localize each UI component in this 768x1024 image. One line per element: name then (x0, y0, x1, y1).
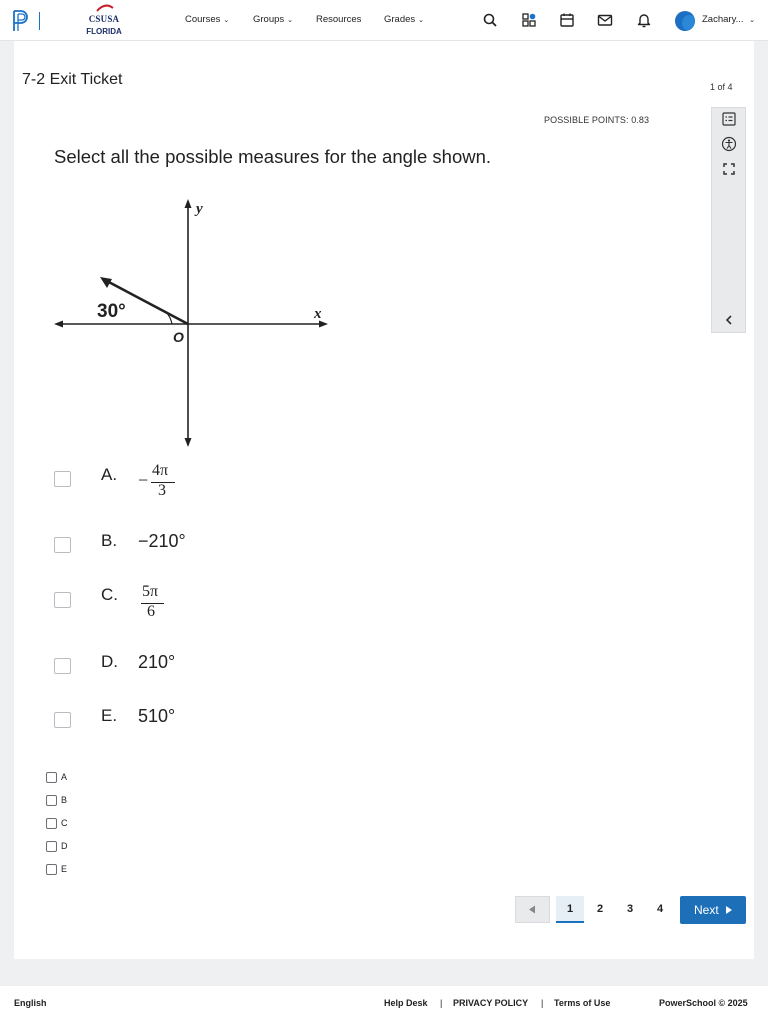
tool-panel (711, 107, 746, 333)
possible-points: POSSIBLE POINTS: 0.83 (544, 115, 650, 125)
nav-grades[interactable] (384, 14, 424, 25)
x-axis (54, 321, 328, 328)
answer-option-label: A (61, 772, 68, 782)
answer-checkbox[interactable] (46, 818, 57, 829)
angle-label: 30° (97, 301, 126, 322)
question-list-icon[interactable] (721, 111, 737, 127)
language-selector[interactable]: English (14, 998, 47, 1008)
calendar-icon[interactable] (559, 12, 575, 28)
logo-divider (39, 12, 40, 30)
answer-checkbox[interactable] (46, 864, 57, 875)
mail-icon[interactable] (597, 12, 613, 28)
answer-option-label: D (61, 841, 68, 851)
page-button-1[interactable]: 1 (556, 896, 584, 923)
answer-option-a[interactable] (46, 771, 106, 785)
copyright: PowerSchool © 2025 (659, 998, 748, 1008)
page-title: 7-2 Exit Ticket (22, 71, 123, 88)
triangle-left-icon (515, 896, 550, 923)
school-name-line1: CSUSA (88, 14, 120, 24)
nav-resources[interactable] (316, 14, 361, 25)
choice-e-checkbox[interactable] (54, 712, 71, 728)
choice-c-numerator: 5π (142, 583, 159, 600)
y-axis-label: y (196, 201, 203, 217)
nav-resources-label: Resources (316, 14, 362, 25)
x-axis-label: x (314, 306, 322, 322)
choice-c[interactable] (54, 583, 354, 623)
question-counter: 1 of 4 (710, 82, 733, 92)
answer-checkbox[interactable] (46, 841, 57, 852)
choice-a-numerator: 4π (152, 462, 169, 479)
footer-separator: | (541, 998, 544, 1008)
choice-a-minus: − (138, 470, 149, 490)
choice-e[interactable] (54, 703, 354, 743)
nav-grades-label: Grades (384, 14, 416, 25)
choice-a-denominator: 3 (158, 482, 166, 499)
footer-separator: | (440, 998, 443, 1008)
choice-d-letter: D. (101, 652, 118, 671)
choice-b-checkbox[interactable] (54, 537, 71, 553)
apps-icon[interactable] (521, 12, 537, 28)
school-logo[interactable] (82, 4, 126, 38)
footer (0, 986, 768, 1024)
page-button-3[interactable]: 3 (626, 903, 634, 915)
user-name: Zachary... (702, 14, 744, 25)
answer-checkbox[interactable] (46, 772, 57, 783)
help-desk-link[interactable]: Help Desk (384, 998, 428, 1008)
nav-groups[interactable] (253, 14, 293, 25)
choice-c-letter: C. (101, 585, 118, 604)
choice-d-checkbox[interactable] (54, 658, 71, 674)
answer-option-label: E (61, 864, 68, 874)
fullscreen-icon[interactable] (721, 161, 737, 177)
chevron-down-icon: ⌄ (287, 17, 294, 24)
user-menu[interactable] (702, 14, 755, 25)
choice-c-checkbox[interactable] (54, 592, 71, 608)
next-button[interactable] (680, 896, 746, 924)
answer-option-label: C (61, 818, 68, 828)
school-name-line2: FLORIDA (86, 27, 122, 36)
triangle-right-icon (726, 906, 732, 914)
choice-a[interactable] (54, 462, 354, 502)
powerschool-logo-icon[interactable] (12, 9, 42, 33)
collapse-panel-icon[interactable] (721, 312, 737, 328)
choice-d-value: 210° (138, 652, 176, 672)
answer-option-d[interactable] (46, 840, 106, 854)
answer-option-b[interactable] (46, 794, 106, 808)
search-icon[interactable] (482, 12, 498, 28)
accessibility-icon[interactable] (721, 136, 737, 152)
choice-a-letter: A. (101, 465, 118, 484)
choice-a-checkbox[interactable] (54, 471, 71, 487)
choice-e-letter: E. (101, 706, 118, 725)
chevron-down-icon: ⌄ (418, 17, 425, 24)
school-swoosh-icon (96, 4, 114, 12)
origin-label: O (173, 329, 184, 345)
choice-b-value: −210° (138, 531, 186, 551)
avatar[interactable] (675, 11, 695, 31)
nav-courses[interactable] (185, 14, 229, 25)
bell-icon[interactable] (636, 12, 652, 28)
answer-checkbox[interactable] (46, 795, 57, 806)
nav-groups-label: Groups (253, 14, 285, 25)
choice-e-value: 510° (138, 706, 176, 726)
top-navigation-bar (0, 0, 768, 41)
terms-of-use-link[interactable]: Terms of Use (554, 998, 611, 1008)
nav-courses-label: Courses (185, 14, 221, 25)
angle-diagram (50, 195, 340, 450)
next-button-label: Next (694, 903, 719, 917)
chevron-down-icon: ⌄ (749, 17, 756, 24)
choice-d[interactable] (54, 649, 354, 689)
chevron-down-icon: ⌄ (223, 17, 230, 24)
question-prompt: Select all the possible measures for the angle shown. (54, 146, 492, 167)
page-button-4[interactable]: 4 (656, 903, 664, 915)
previous-button[interactable] (515, 896, 550, 923)
privacy-policy-link[interactable]: PRIVACY POLICY (453, 998, 529, 1008)
choice-b-letter: B. (101, 531, 118, 550)
choice-c-denominator: 6 (147, 603, 155, 620)
answer-option-e[interactable] (46, 863, 106, 877)
answer-option-label: B (61, 795, 68, 805)
answer-option-c[interactable] (46, 817, 106, 831)
page-button-2[interactable]: 2 (596, 903, 604, 915)
choice-b[interactable] (54, 528, 354, 568)
